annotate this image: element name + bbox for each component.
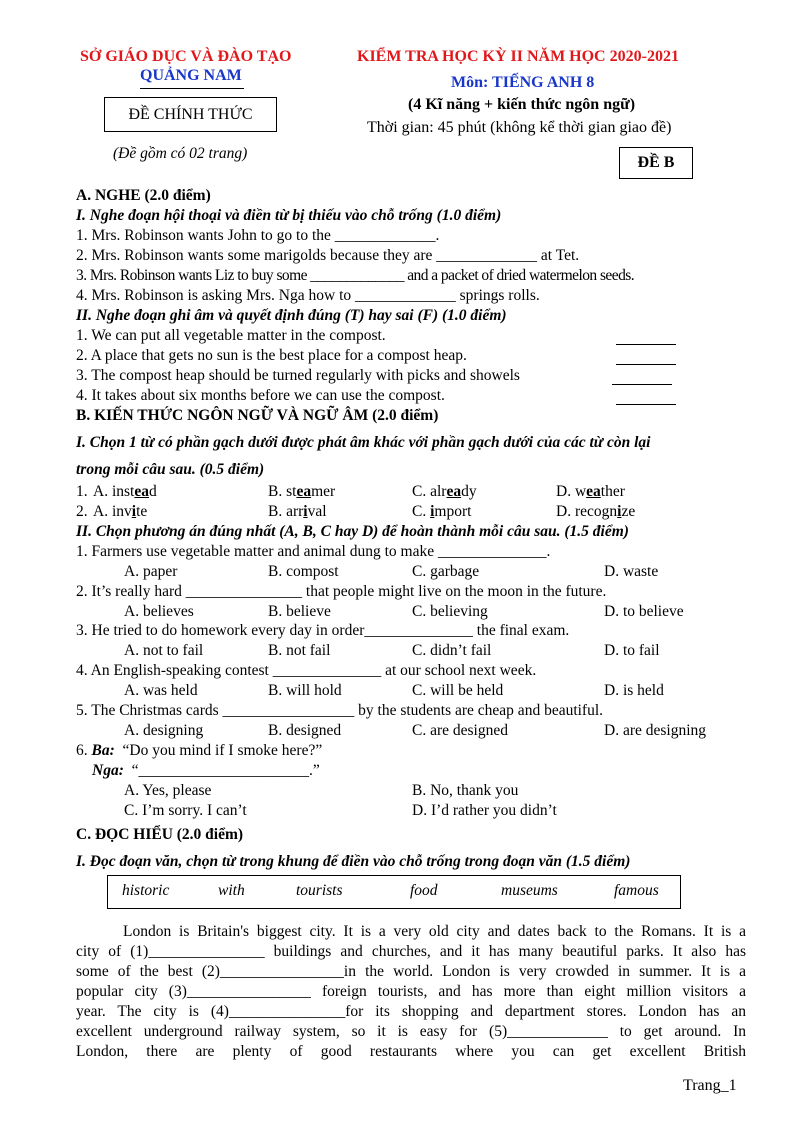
option-text: B. arr — [268, 503, 304, 520]
listening-fill-item: 1. Mrs. Robinson wants John to go to the _____________. — [76, 227, 440, 244]
mc-option: D. is held — [604, 682, 664, 699]
option-text: te — [136, 503, 148, 520]
section-b-title: B. KIẾN THỨC NGÔN NGỮ VÀ NGỮ ÂM (2.0 điểm) — [76, 407, 439, 424]
option-text: D. recogn — [556, 503, 618, 520]
divider — [140, 88, 244, 89]
phonetics-option — [556, 502, 635, 522]
section-c-part1-title: I. Đọc đoạn văn, chọn từ trong khung để điền vào chỗ trống trong đoạn văn (1.5 điểm) — [76, 853, 631, 870]
answer-blank — [616, 390, 676, 405]
department-name: SỞ GIÁO DỤC VÀ ĐÀO TẠO — [80, 48, 292, 65]
underlined-letters: i — [303, 503, 308, 520]
speaker-label: Nga: — [92, 762, 124, 779]
underlined-letters: ea — [446, 483, 462, 500]
speaker-label: Ba: — [91, 742, 115, 759]
mc-question: 1. Farmers use vegetable matter and animal dung to make ______________. — [76, 543, 551, 560]
mc-option: D. to believe — [604, 603, 684, 620]
mc-option: B. believe — [268, 603, 331, 620]
listening-fill-item: 3. Mrs. Robinson wants Liz to buy some _____________ and a packet of dried watermelon seeds. — [76, 267, 635, 284]
phonetics-option — [93, 502, 147, 522]
word-choice: food — [410, 882, 438, 899]
phonetics-number: 2. — [76, 503, 88, 520]
section-b-part1-title-cont: trong mỗi câu sau. (0.5 điểm) — [76, 461, 265, 478]
mc-option: D. I’d rather you didn’t — [412, 802, 557, 819]
mc-question: 3. He tried to do homework every day in order______________ the final exam. — [76, 622, 570, 639]
phonetics-option — [93, 482, 157, 502]
underlined-letters: i — [131, 503, 137, 520]
reading-paragraph — [76, 922, 746, 1062]
phonetics-option — [268, 482, 335, 502]
mc-option: A. designing — [124, 722, 204, 739]
option-text: A. inv — [93, 503, 132, 520]
mc-option: C. will be held — [412, 682, 504, 699]
mc-option: D. to fail — [604, 642, 660, 659]
option-text: mport — [434, 503, 472, 520]
section-a-part2-title: II. Nghe đoạn ghi âm và quyết định đúng (T) hay sai (F) (1.0 điểm) — [76, 307, 507, 324]
option-text: dy — [461, 483, 477, 500]
section-b-part1-title: I. Chọn 1 từ có phần gạch dưới được phát âm khác với phần gạch dưới của các từ còn lại — [76, 434, 651, 451]
skills-note: (4 Kĩ năng + kiến thức ngôn ngữ) — [408, 96, 636, 113]
section-c-title: C. ĐỌC HIỂU (2.0 điểm) — [76, 826, 244, 843]
mc-option: A. was held — [124, 682, 198, 699]
page-number: Trang_1 — [683, 1077, 737, 1094]
underlined-letters: ea — [134, 483, 149, 500]
province-name: QUẢNG NAM — [140, 67, 242, 84]
mc-option: A. believes — [124, 603, 194, 620]
answer-blank — [616, 350, 676, 365]
mc-option: C. I’m sorry. I can’t — [124, 802, 247, 819]
option-text: mer — [311, 483, 336, 500]
phonetics-option — [268, 502, 327, 522]
option-text: D. w — [556, 483, 587, 500]
paragraph-line: city of (1)_______________ buildings and churches, and it has many beautiful parks. It also has — [76, 943, 746, 960]
true-false-item: 1. We can put all vegetable matter in the compost. — [76, 327, 386, 344]
mc-option: C. believing — [412, 603, 488, 620]
true-false-item: 3. The compost heap should be turned regularly with picks and showels — [76, 367, 520, 384]
word-choice: with — [218, 882, 245, 899]
mc-option: A. paper — [124, 563, 178, 580]
word-choice: tourists — [296, 882, 343, 899]
paragraph-line: year. The city is (4)_______________for its shopping and department stores. London has an — [76, 1003, 746, 1020]
underlined-letters: i — [430, 503, 435, 520]
exam-title: KIỂM TRA HỌC KỲ II NĂM HỌC 2020-2021 — [357, 48, 679, 65]
option-text: B. st — [268, 483, 297, 500]
mc-option: C. garbage — [412, 563, 480, 580]
option-text: ther — [600, 483, 625, 500]
mc-option: C. didn’t fail — [412, 642, 492, 659]
exam-code-box — [619, 147, 693, 179]
mc-option: A. not to fail — [124, 642, 204, 659]
mc-question: 5. The Christmas cards _________________ by the students are cheap and beautiful. — [76, 702, 604, 719]
question-number: 6. — [76, 742, 88, 759]
mc-option: B. not fail — [268, 642, 331, 659]
mc-question: 4. An English-speaking contest ______________ at our school next week. — [76, 662, 537, 679]
dialog-line: “Do you mind if I smoke here?” — [122, 742, 323, 759]
paragraph-line: London is Britain's biggest city. It is a very old city and dates back to the Romans. It is a — [123, 923, 746, 940]
underlined-letters: ea — [586, 483, 601, 500]
word-choice: famous — [614, 882, 659, 899]
subject: Môn: TIẾNG ANH 8 — [451, 74, 595, 91]
option-text: ze — [621, 503, 636, 520]
phonetics-option — [412, 502, 471, 522]
paragraph-line: popular city (3)________________ foreign tourists, and has more than eight million visitors a — [76, 983, 746, 1000]
underlined-letters: i — [617, 503, 622, 520]
dialog-question — [76, 741, 322, 761]
section-a-part1-title: I. Nghe đoạn hội thoại và điền từ bị thiếu vào chỗ trống (1.0 điểm) — [76, 207, 502, 224]
paragraph-line: some of the best (2)________________in the world. London is very crowded in summer. It is a — [76, 963, 746, 980]
dialog-line: “______________________.” — [131, 762, 320, 779]
official-box — [104, 97, 277, 132]
section-a-title: A. NGHE (2.0 điểm) — [76, 187, 211, 204]
option-text: d — [148, 483, 157, 500]
time-note: Thời gian: 45 phút (không kể thời gian giao đề) — [367, 119, 672, 136]
true-false-item: 2. A place that gets no sun is the best place for a compost heap. — [76, 347, 467, 364]
mc-option: B. No, thank you — [412, 782, 519, 799]
word-box — [107, 875, 681, 909]
section-b-part2-title: II. Chọn phương án đúng nhất (A, B, C hay D) để hoàn thành mỗi câu sau. (1.5 điểm) — [76, 523, 629, 540]
mc-option: C. are designed — [412, 722, 508, 739]
exam-code: ĐỀ B — [637, 154, 675, 171]
option-text: C. — [412, 503, 431, 520]
mc-option: D. waste — [604, 563, 659, 580]
word-choice: museums — [501, 882, 558, 899]
phonetics-number: 1. — [76, 483, 88, 500]
answer-blank — [612, 370, 672, 385]
phonetics-option — [412, 482, 477, 502]
mc-option: B. designed — [268, 722, 342, 739]
official-label: ĐỀ CHÍNH THỨC — [128, 106, 253, 123]
pages-note: (Đề gồm có 02 trang) — [113, 145, 248, 162]
mc-option: B. will hold — [268, 682, 342, 699]
underlined-letters: ea — [296, 483, 312, 500]
mc-option: A. Yes, please — [124, 782, 212, 799]
true-false-item: 4. It takes about six months before we can use the compost. — [76, 387, 445, 404]
option-text: A. inst — [93, 483, 135, 500]
phonetics-option — [556, 482, 625, 502]
paragraph-line: excellent underground railway system, so it is easy for (5)_____________ to get around. In — [76, 1023, 746, 1040]
answer-blank — [616, 330, 676, 345]
mc-question: 2. It’s really hard _______________ that people might live on the moon in the future. — [76, 583, 607, 600]
option-text: C. alr — [412, 483, 447, 500]
option-text: val — [307, 503, 327, 520]
paragraph-line: London, there are plenty of good restaurants where you can get excellent British — [76, 1043, 746, 1060]
mc-option: D. are designing — [604, 722, 707, 739]
listening-fill-item: 2. Mrs. Robinson wants some marigolds because they are _____________ at Tet. — [76, 247, 580, 264]
word-choice: historic — [122, 882, 170, 899]
mc-option: B. compost — [268, 563, 339, 580]
dialog-response — [92, 761, 320, 781]
listening-fill-item: 4. Mrs. Robinson is asking Mrs. Nga how to _____________ springs rolls. — [76, 287, 540, 304]
